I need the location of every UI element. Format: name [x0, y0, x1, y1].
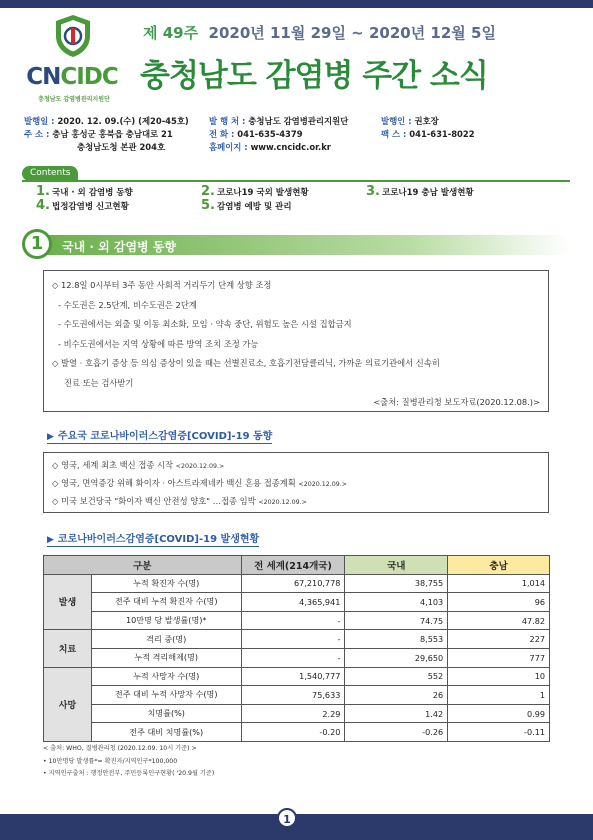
shield-logo-icon [54, 14, 92, 58]
triangle-icon: ▶ [47, 535, 54, 545]
table-header-row [44, 556, 550, 575]
table-notes [43, 743, 214, 781]
news-line: ◇ 영국, 세계 최초 백신 접종 시작 <2020.12.09.> [52, 460, 225, 470]
header-gubun: 구분 [44, 556, 242, 575]
table-row: 전주 대비 누적 확진자 수(명) 4,365,941 4,103 96 [44, 593, 550, 612]
note-line: • 10만명당 발생률*= 확진자/지역인구*100,000 [43, 757, 178, 765]
table-row: 누적 격리해제(명) - 29,650 777 [44, 648, 550, 667]
domestic-news-box [43, 270, 549, 412]
note-line: < 출처: WHO, 질병관리청 (2020.12.09. 10시 기준) > [43, 745, 197, 752]
date-range: 2020년 11월 29일 ~ 2020년 12월 5일 [208, 24, 496, 42]
contents-tag: Contents [22, 166, 78, 181]
table-row: 사망 누적 사망자 수(명) 1,540,777 552 10 [44, 667, 550, 686]
logo-subtitle: 충청남도 감염병관리지원단 [38, 96, 110, 103]
table-row: 치명률(%) 2.29 1.42 0.99 [44, 704, 550, 723]
table-row: 10만명 당 발생률(명)* - 74.75 47.82 [44, 611, 550, 630]
section-title: 국내 · 외 감염병 동향 [62, 240, 177, 254]
group-label: 치료 [44, 630, 92, 667]
top-bar [0, 0, 593, 8]
news-line: ◇ 미국 보건당국 "화이자 백신 안전성 양호" …접종 임박 <2020.12.09.> [52, 496, 307, 506]
group-label: 사망 [44, 667, 92, 741]
publication-info: 발행일 : 2020. 12. 09.(수) (제20-45호) 발 행 처 : 충청남도 감염병관리지원단 발행인 : 권호장 주 소 : 충남 홍성군 홍북읍 충남대로 21 전 화 : 041-635-4379 팩 스 : 041-631-8022 충청남도청 본관 204호 홈페이지 : www.cncidc.or.kr [24, 116, 475, 152]
cncidc-logo [22, 14, 122, 110]
news-source: <출처: 질병관리청 보도자료(2020.12.08.)> [373, 397, 540, 407]
toc-item-2[interactable]: 2. 코로나19 국외 발생현황 [201, 184, 309, 199]
table-row: 전주 대비 누적 사망자 수(명) 75,633 26 1 [44, 686, 550, 705]
toc-item-4[interactable]: 4. 법정감염병 신고현황 [36, 198, 129, 213]
toc-item-5[interactable]: 5. 감염병 예방 및 관리 [201, 198, 292, 213]
contents-divider [22, 180, 570, 182]
logo-wordmark: CNCIDC [26, 64, 118, 90]
subhead-covid-status: ▶ 코로나바이러스감염증[COVID]-19 발생현황 [47, 530, 259, 547]
news-line: - 비수도권에서는 지역 상황에 따른 방역 조치 조정 가능 [58, 338, 259, 349]
triangle-icon: ▶ [47, 432, 54, 442]
section-1-header [22, 229, 570, 259]
news-line: ◇ 발열 · 호흡기 증상 등 의심 증상이 있을 때는 선별진료소, 호흡기전담클리닉, 가까운 의료기관에서 신속히 [52, 358, 440, 368]
global-news-box [43, 452, 549, 513]
table-row: 치료 격리 중(명) - 8,553 227 [44, 630, 550, 649]
header-world: 전 세계(214개국) [241, 556, 345, 575]
group-label: 발생 [44, 574, 92, 630]
section-number: 1 [22, 229, 52, 259]
header-chungnam: 충남 [448, 556, 550, 575]
subhead-global-trends: ▶ 주요국 코로나바이러스감염증[COVID]-19 동향 [47, 427, 272, 444]
news-line: 진료 또는 검사받기 [64, 377, 134, 388]
news-line: - 수도권에서는 외출 및 이동 최소화, 모임 · 약속 중단, 위험도 높은 시설 집합금지 [58, 319, 352, 329]
news-line: - 수도권은 2.5단계, 비수도권은 2단계 [58, 299, 197, 310]
header-domestic: 국내 [345, 556, 448, 575]
website-link[interactable]: www.cncidc.or.kr [250, 142, 331, 152]
news-line: ◇ 영국, 면역증강 위해 화이자 · 아스트라제네카 백신 혼용 접종계획 <2020.12.09.> [52, 478, 348, 488]
note-line: • 지역인구출처 : 행정안전부, 주민등록인구현황( '20.9월 기준) [43, 770, 215, 777]
page-number: 1 [277, 808, 297, 828]
covid-stats-table [43, 555, 550, 742]
table-row: 전주 대비 치명률(%) -0.20 -0.26 -0.11 [44, 723, 550, 742]
page-title: 충청남도 감염병 주간 소식 [140, 58, 488, 94]
news-line: ◇ 12.8일 0시부터 3주 동안 사회적 거리두기 단계 상향 조정 [52, 280, 272, 290]
toc-item-3[interactable]: 3. 코로나19 충남 발생현황 [366, 184, 474, 199]
week-range [143, 22, 496, 43]
toc-item-1[interactable]: 1. 국내 · 외 감염병 동향 [36, 184, 133, 199]
week-label: 제 49주 [143, 24, 199, 42]
table-row: 발생 누적 확진자 수(명) 67,210,778 38,755 1,014 [44, 574, 550, 593]
